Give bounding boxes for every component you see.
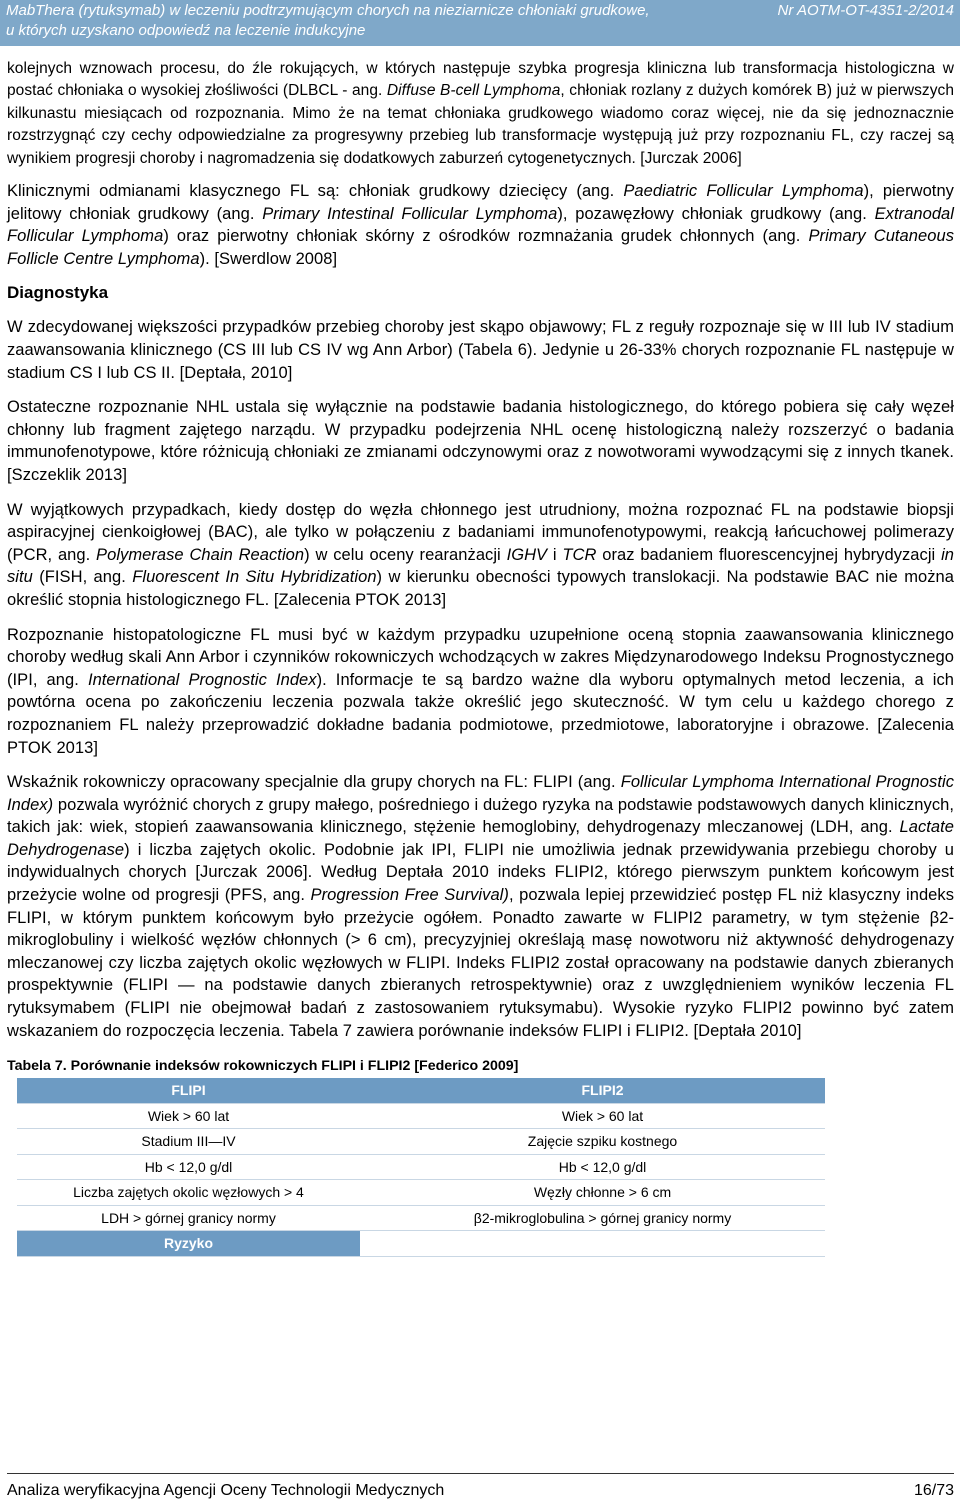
paragraph-progression — [7, 58, 954, 170]
header-title-line1: MabThera (rytuksymab) w leczeniu podtrzymującym chorych na nieziarnicze chłoniaki grudkowe, — [6, 2, 650, 19]
text-run: W wyjątkowych przypadkach, kiedy dostęp do węzła chłonnego jest utrudniony, można rozpoznać FL na podstawie biopsji aspiracyjnej cienkoigłowej (BAC), ale tylko w połączeniu z badaniami immunofenotypowymi, reakcją łańcuchowej polimerazy (PCR, ang. — [7, 500, 954, 564]
text-run: ), pierwotny jelitowy chłoniak grudkowy (ang. — [7, 182, 954, 223]
term-english: Primary Cutaneous Follicle Centre Lymphoma — [7, 227, 954, 268]
text-run: ) w celu oceny rearanżacji — [304, 545, 507, 564]
table-header-row — [17, 1078, 825, 1103]
term-latin: in situ — [7, 545, 955, 587]
term-english: Extranodal Follicular Lymphoma — [7, 204, 954, 246]
table-cell: Wiek > 60 lat — [380, 1103, 825, 1129]
paragraph-diagnosis: Ostateczne rozpoznanie NHL ustala się wyłącznie na podstawie badania histologicznego, do którego pobiera się cały węzeł chłonny lub fragment zajętego narządu. W przypadku podejrzenia NHL ocenę histologiczną należy rozszerzyć o badania immunofenotypowe, które różnicują chłoniaki ze zmianami odczynowymi oraz z nowotworami wywodzącymi się z innych tkanek. [Szczeklik 2013] — [7, 398, 954, 484]
table-cell: β2-mikroglobulina > górnej granicy normy — [380, 1205, 825, 1231]
term-english: Follicular Lymphoma International Prognostic Index) — [7, 773, 954, 814]
footer-divider — [7, 1473, 954, 1474]
column-header-gap — [360, 1078, 380, 1103]
term-english: Paediatric Follicular Lymphoma — [623, 182, 864, 201]
table-cell: Zajęcie szpiku kostnego — [380, 1129, 825, 1155]
term-english: Progression Free Survival) — [310, 886, 509, 905]
paragraph-staging: W zdecydowanej większości przypadków przebieg choroby jest skąpo objawowy; FL z reguły rozpoznaje się w III lub IV stadium zaawansowania klinicznego (CS III lub CS IV wg Ann Arbor) (Tabela 6). Jedynie u 26-33% chorych rozpoznanie FL następuje w stadium CS I lub CS II. [Deptała, 2010] — [7, 318, 954, 382]
table-cell: Hb < 12,0 g/dl — [380, 1154, 825, 1180]
text-run: Rozpoznanie histopatologiczne FL musi być w każdym przypadku uzupełnione oceną stopnia zaawansowania klinicznego choroby według skali Ann Arbor i czynników rokowniczych wchodzących w zakres Międzynarodowego Indeksu Prognostycznego (IPI, ang. — [7, 625, 954, 689]
table-cell: LDH > górnej granicy normy — [17, 1205, 360, 1231]
section-title: Diagnostyka — [7, 283, 109, 303]
text-run: oraz badaniem fluorescencyjnej hybrydyzacji — [596, 545, 942, 564]
table-cell: Liczba zajętych okolic węzłowych > 4 — [17, 1180, 360, 1206]
table-footer-row — [17, 1231, 825, 1257]
paragraph-clinical-variants — [7, 180, 954, 270]
text-run: pozwala wyróżnić chorych z grupy małego, pośredniego i dużego ryzyka na podstawie podstawowych danych klinicznych, takich jak: wiek, stopień zaawansowania klinicznego, stężenie hemoglobiny, dehydrogenazy mleczanowej (LDH, ang. — [7, 795, 954, 837]
document-body — [7, 58, 954, 1257]
text-run: i — [547, 545, 563, 564]
header-reference-number: Nr AOTM-OT-4351-2/2014 — [777, 2, 954, 19]
text-run: ) i liczba zajętych okolic. Podobnie jak IPI, FLIPI nie umożliwia jednak przewidywania przebiegu choroby u indywidualnych chorych [Jurczak 2006]. Według Deptała 2010 indeks FLIPI2, którego pierwszym punktem końcowym jest przeżycie wolne od progresji (PFS, ang. — [7, 840, 954, 905]
table-caption: Tabela 7. Porównanie indeksów rokowniczych FLIPI i FLIPI2 [Federico 2009] — [7, 1058, 519, 1075]
text-run: ). Informacje te są bardzo ważne dla wyboru optymalnych metod leczenia, a ich powtórna ocena po zakończeniu leczenia pozwala także określić jego skuteczność. W tym celu u każdego chorego z rozpoznaniem FL należy przeprowadzić dokładne badania podmiotowe, przedmiotowe, laboratoryjne i obrazowe. [Zalecenia PTOK 2013] — [7, 670, 954, 757]
page-footer — [7, 1480, 954, 1502]
page-number: 16/73 — [913, 1482, 954, 1499]
table-row — [17, 1180, 825, 1206]
paragraph-histopathology — [7, 624, 954, 760]
paragraph-flipi-index — [7, 771, 954, 1042]
table-cell: Stadium III—IV — [17, 1129, 360, 1155]
gene-name: TCR — [562, 545, 597, 564]
text-run: ) w kierunku obecności typowych translokacji. Na podstawie BAC nie można określić stopnia histologicznego FL. [Zalecenia PTOK 2013] — [7, 568, 954, 609]
table-row — [17, 1154, 825, 1180]
text-run: Klinicznymi odmianami klasycznego FL są: chłoniak grudkowy dziecięcy (ang. — [7, 182, 624, 201]
column-header-flipi2: FLIPI2 — [380, 1078, 825, 1103]
text-run: ), pozawęzłowy chłoniak grudkowy (ang. — [557, 204, 875, 223]
text-run: kolejnych wznowach procesu, do źle rokujących, w których następuje szybka progresja kliniczna lub transformacja histologiczna w postać chłoniaka o wysokiej złośliwości (DLBCL - ang. — [7, 60, 954, 100]
table-cell: Węzły chłonne > 6 cm — [380, 1180, 825, 1206]
term-english: Diffuse B-cell Lymphoma — [386, 82, 561, 100]
header-title — [6, 1, 706, 41]
risk-label: Ryzyko — [17, 1231, 360, 1257]
term-english: Fluorescent In Situ Hybridization — [132, 568, 377, 587]
text-run: (FISH, ang. — [32, 568, 133, 587]
comparison-table — [17, 1078, 825, 1257]
column-header-flipi: FLIPI — [17, 1078, 360, 1103]
term-english: Primary Intestinal Follicular Lymphoma — [262, 204, 558, 223]
table-row — [17, 1205, 825, 1231]
header-title-line2: u których uzyskano odpowiedź na leczenie indukcyjne — [6, 22, 366, 39]
table-row — [17, 1103, 825, 1129]
text-run: ) oraz pierwotny chłoniak skórny z ośrodków rozmnażania grudek chłonnych (ang. — [163, 227, 809, 246]
table-cell: Wiek > 60 lat — [17, 1103, 360, 1129]
table-cell: Hb < 12,0 g/dl — [17, 1154, 360, 1180]
footer-agency-text: Analiza weryfikacyjna Agencji Oceny Technologii Medycznych — [7, 1482, 445, 1499]
term-english: Polymerase Chain Reaction — [96, 545, 305, 564]
page-header — [0, 0, 960, 46]
gene-name: IGHV — [506, 545, 548, 564]
text-run: Wskaźnik rokowniczy opracowany specjalnie dla grupy chorych na FL: FLIPI (ang. — [7, 773, 621, 792]
table-row — [17, 1129, 825, 1155]
text-run: ). [Swerdlow 2008] — [199, 249, 338, 268]
text-run: , chłoniak rozlany z dużych komórek B) już w pierwszych kilkunastu miesiącach od rozpoznania. Mimo że na temat chłoniaka grudkowego wiadomo coraz więcej, nie da się jednoznacznie rozstrzygnąć czy cechy odpowiedzialne za progresywny przebieg lub transformacje występują już przy rozpoznaniu FL, czy raczej są wynikiem progresji choroby i nagromadzenia się dodatkowych zaburzeń cytogenetycznych. [Jurczak 2006] — [7, 82, 954, 167]
text-run: , pozwala lepiej przewidzieć postęp FL niż klasyczny indeks FLIPI, w którym punktem końcowym było przeżycie ogółem. Ponadto zawarte w FLIPI2 parametry, w tym stężenie β2-mikroglobuliny i wielkość węzłów chłonnych (> 6 cm), precyzyjniej określają masę nowotworu niż aktywność dehydrogenazy mleczanowej czy liczba zajętych okolic węzłowych w FLIPI. Indeks FLIPI2 został opracowany na podstawie danych zbieranych prospektywnie (FLIPI — na podstawie danych zbieranych retrospektywnie) oraz z uwzględnieniem wyników leczenia FL rytuksymabem (FLIPI nie obejmował badań z zastosowaniem rytuksymabu). Wysokie ryzyko FLIPI2 powinno być zatem wskazaniem do rozpoczęcia leczenia. Tabela 7 zawiera porównanie indeksów FLIPI i FLIPI2. [Deptała 2010] — [7, 886, 954, 1040]
term-english: Lactate Dehydrogenase — [7, 818, 954, 859]
paragraph-fine-needle-biopsy — [7, 499, 954, 612]
term-english: International Prognostic Index — [87, 670, 317, 689]
